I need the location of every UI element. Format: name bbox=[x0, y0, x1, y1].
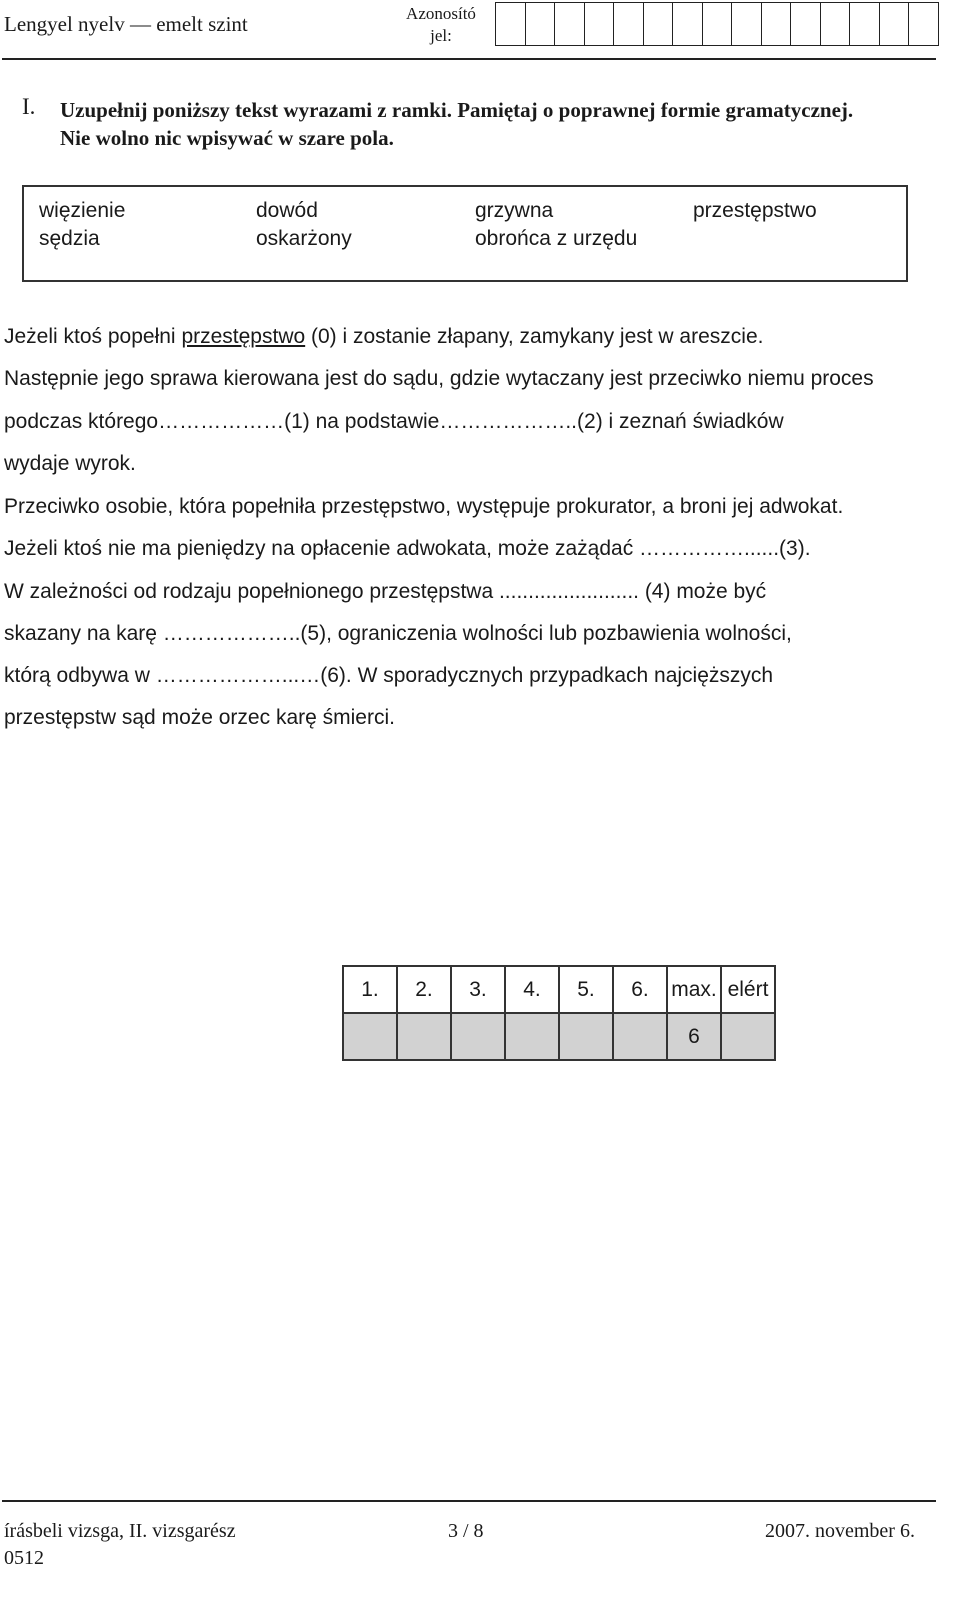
id-digit-box[interactable] bbox=[555, 2, 585, 46]
score-header-cell: 4. bbox=[505, 966, 559, 1013]
id-digit-box[interactable] bbox=[732, 2, 762, 46]
footer-date: 2007. november 6. bbox=[765, 1520, 915, 1542]
id-digit-box[interactable] bbox=[762, 2, 792, 46]
footer-code: 0512 bbox=[4, 1547, 44, 1569]
score-header-row bbox=[343, 966, 775, 1013]
text-line-10: przestępstw sąd może orzec karę śmierci. bbox=[4, 706, 395, 729]
id-digit-box[interactable] bbox=[526, 2, 556, 46]
score-header-cell: 5. bbox=[559, 966, 613, 1013]
score-cell bbox=[343, 1013, 397, 1060]
text-line-8: skazany na karę ………………..(5), ograniczenia wolności lub pozbawienia wolności, bbox=[4, 622, 792, 645]
id-digit-box[interactable] bbox=[585, 2, 615, 46]
text-segment: Jeżeli ktoś popełni bbox=[4, 325, 182, 348]
text-line-5: Przeciwko osobie, która popełniła przestępstwo, występuje prokurator, a broni jej adwokat. bbox=[4, 495, 844, 518]
text-line-2: Następnie jego sprawa kierowana jest do sądu, gdzie wytaczany jest przeciwko niemu proces bbox=[4, 367, 874, 390]
example-answer: przestępstwo bbox=[181, 325, 306, 348]
id-boxes bbox=[495, 2, 939, 46]
header-rule bbox=[2, 58, 936, 60]
score-header-cell: 2. bbox=[397, 966, 451, 1013]
word-item: więzienie bbox=[39, 199, 126, 222]
text-line-7: W zależności od rodzaju popełnionego przestępstwa ........................ (4) może być bbox=[4, 580, 767, 603]
task-instruction: Uzupełnij poniższy tekst wyrazami z ramki. Pamiętaj o poprawnej formie gramatycznej. Nie wolno nic wpisywać w szare pola. bbox=[60, 98, 854, 150]
text-segment: (0) i zostanie złapany, zamykany jest w areszcie. bbox=[305, 325, 764, 348]
id-digit-box[interactable] bbox=[909, 2, 939, 46]
score-header-cell: 1. bbox=[343, 966, 397, 1013]
text-line-3: podczas którego………………(1) na podstawie………………..(2) i zeznań świadków bbox=[4, 410, 784, 433]
id-digit-box[interactable] bbox=[791, 2, 821, 46]
text-line-1 bbox=[4, 325, 763, 349]
text-line-6: Jeżeli ktoś nie ma pieniędzy na opłacenie adwokata, może zażądać ……………......(3). bbox=[4, 537, 811, 560]
footer-exam-label: írásbeli vizsga, II. vizsgarész bbox=[4, 1520, 236, 1542]
score-cell bbox=[397, 1013, 451, 1060]
score-header-cell: 3. bbox=[451, 966, 505, 1013]
score-cell bbox=[505, 1013, 559, 1060]
id-digit-box[interactable] bbox=[496, 2, 526, 46]
id-label: Azonosító jel: bbox=[406, 4, 476, 45]
id-digit-box[interactable] bbox=[880, 2, 910, 46]
score-cell bbox=[559, 1013, 613, 1060]
id-digit-box[interactable] bbox=[821, 2, 851, 46]
max-score-cell: 6 bbox=[667, 1013, 721, 1060]
score-value-row bbox=[343, 1013, 775, 1060]
word-item: oskarżony bbox=[256, 227, 352, 250]
word-item: dowód bbox=[256, 199, 318, 222]
header-title: Lengyel nyelv — emelt szint bbox=[4, 12, 248, 36]
id-digit-box[interactable] bbox=[850, 2, 880, 46]
score-table bbox=[342, 965, 776, 1061]
word-item: przestępstwo bbox=[693, 199, 817, 222]
word-item: grzywna bbox=[475, 199, 554, 222]
id-digit-box[interactable] bbox=[614, 2, 644, 46]
text-line-9: którą odbywa w ………………...…(6). W sporadycznych przypadkach najcięższych bbox=[4, 664, 774, 687]
word-box bbox=[22, 185, 908, 282]
score-header-cell: elért bbox=[721, 966, 775, 1013]
id-digit-box[interactable] bbox=[703, 2, 733, 46]
word-item: obrońca z urzędu bbox=[475, 227, 638, 250]
score-header-cell: 6. bbox=[613, 966, 667, 1013]
footer-rule bbox=[2, 1500, 936, 1502]
id-digit-box[interactable] bbox=[644, 2, 674, 46]
task-number: I. bbox=[22, 94, 36, 119]
score-header-cell: max. bbox=[667, 966, 721, 1013]
text-line-4: wydaje wyrok. bbox=[4, 452, 136, 475]
score-cell bbox=[451, 1013, 505, 1060]
word-item: sędzia bbox=[39, 227, 100, 250]
id-digit-box[interactable] bbox=[673, 2, 703, 46]
score-cell bbox=[613, 1013, 667, 1060]
footer-page-number: 3 / 8 bbox=[448, 1520, 484, 1542]
achieved-score-cell bbox=[721, 1013, 775, 1060]
